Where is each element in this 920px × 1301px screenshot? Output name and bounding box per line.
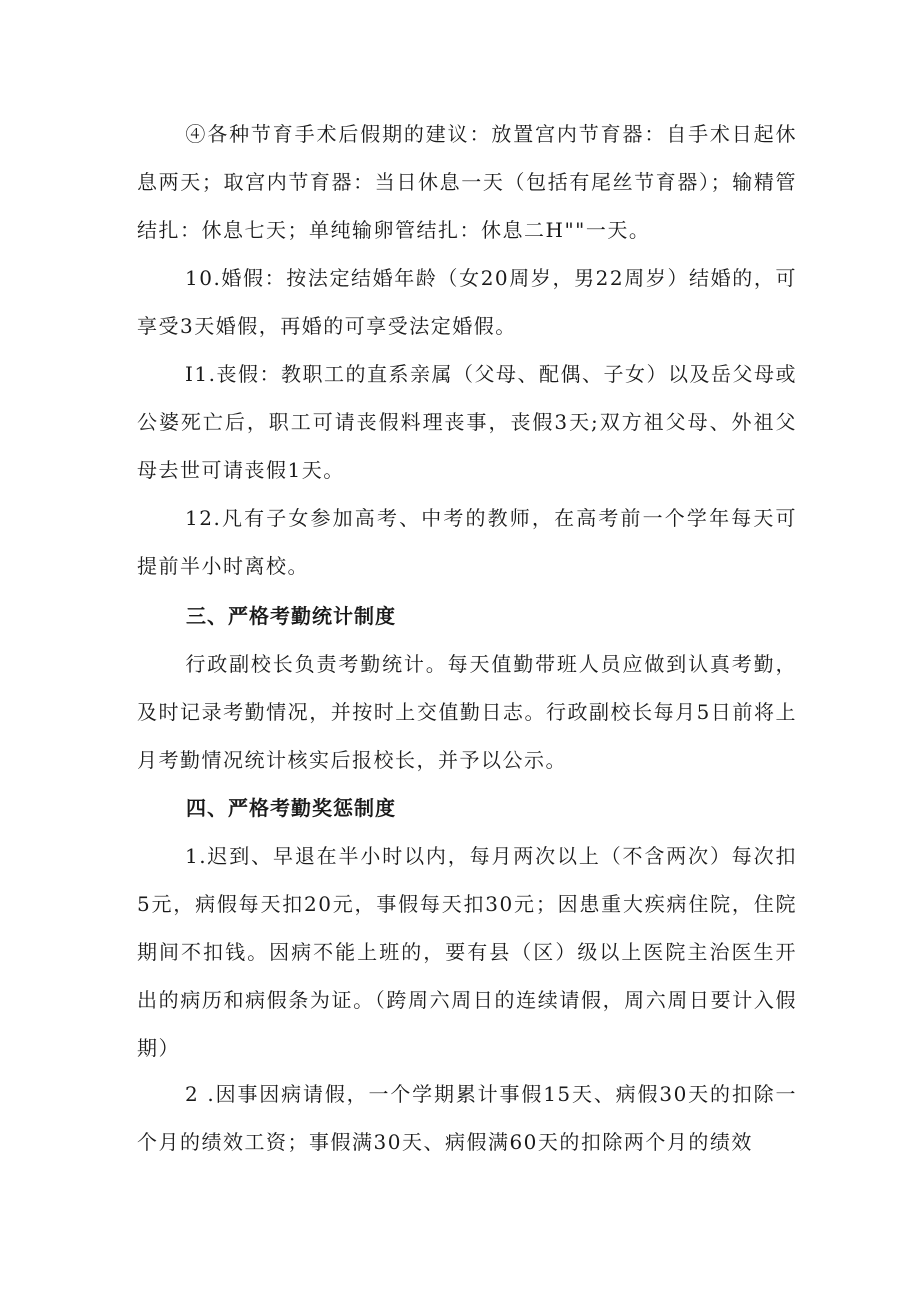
section-heading-rewards-penalties: 四、严格考勤奖惩制度 (186, 796, 396, 820)
paragraph-surgery-leave: ④各种节育手术后假期的建议：放置宫内节育器：自手术日起休息两天；取宫内节育器：当日休息一天（包括有尾丝节育器）；输精管结扎：休息七天；单纯输卵管结扎：休息二H""一天。 (137, 122, 797, 242)
paragraph-rule-1: 1.迟到、早退在半小时以内，每月两次以上（不含两次）每次扣5元，病假每天扣20元，事假每天扣30元；因患重大疾病住院，住院期间不扣钱。因病不能上班的，要有县（区）级以上医院主治医生开出的病历和病假条为证。（跨周六周日的连续请假，周六周日要计入假期） (137, 844, 797, 1060)
paragraph-funeral-leave: I1.丧假：教职工的直系亲属（父母、配偶、子女）以及岳父母或公婆死亡后，职工可请丧假料理丧事，丧假3天;双方祖父母、外祖父母去世可请丧假1天。 (137, 362, 797, 482)
paragraph-exam-parents: 12.凡有子女参加高考、中考的教师，在高考前一个学年每天可提前半小时离校。 (137, 506, 797, 578)
paragraph-attendance-statistics: 行政副校长负责考勤统计。每天值勤带班人员应做到认真考勤，及时记录考勤情况，并按时上交值勤日志。行政副校长每月5日前将上月考勤情况统计核实后报校长，并予以公示。 (137, 652, 797, 772)
paragraph-rule-2: 2 .因事因病请假，一个学期累计事假15天、病假30天的扣除一个月的绩效工资；事假满30天、病假满60天的扣除两个月的绩效 (137, 1082, 797, 1154)
paragraph-marriage-leave: 10.婚假：按法定结婚年龄（女20周岁，男22周岁）结婚的，可享受3天婚假，再婚的可享受法定婚假。 (137, 266, 797, 338)
section-heading-attendance-statistics: 三、严格考勤统计制度 (186, 604, 396, 628)
